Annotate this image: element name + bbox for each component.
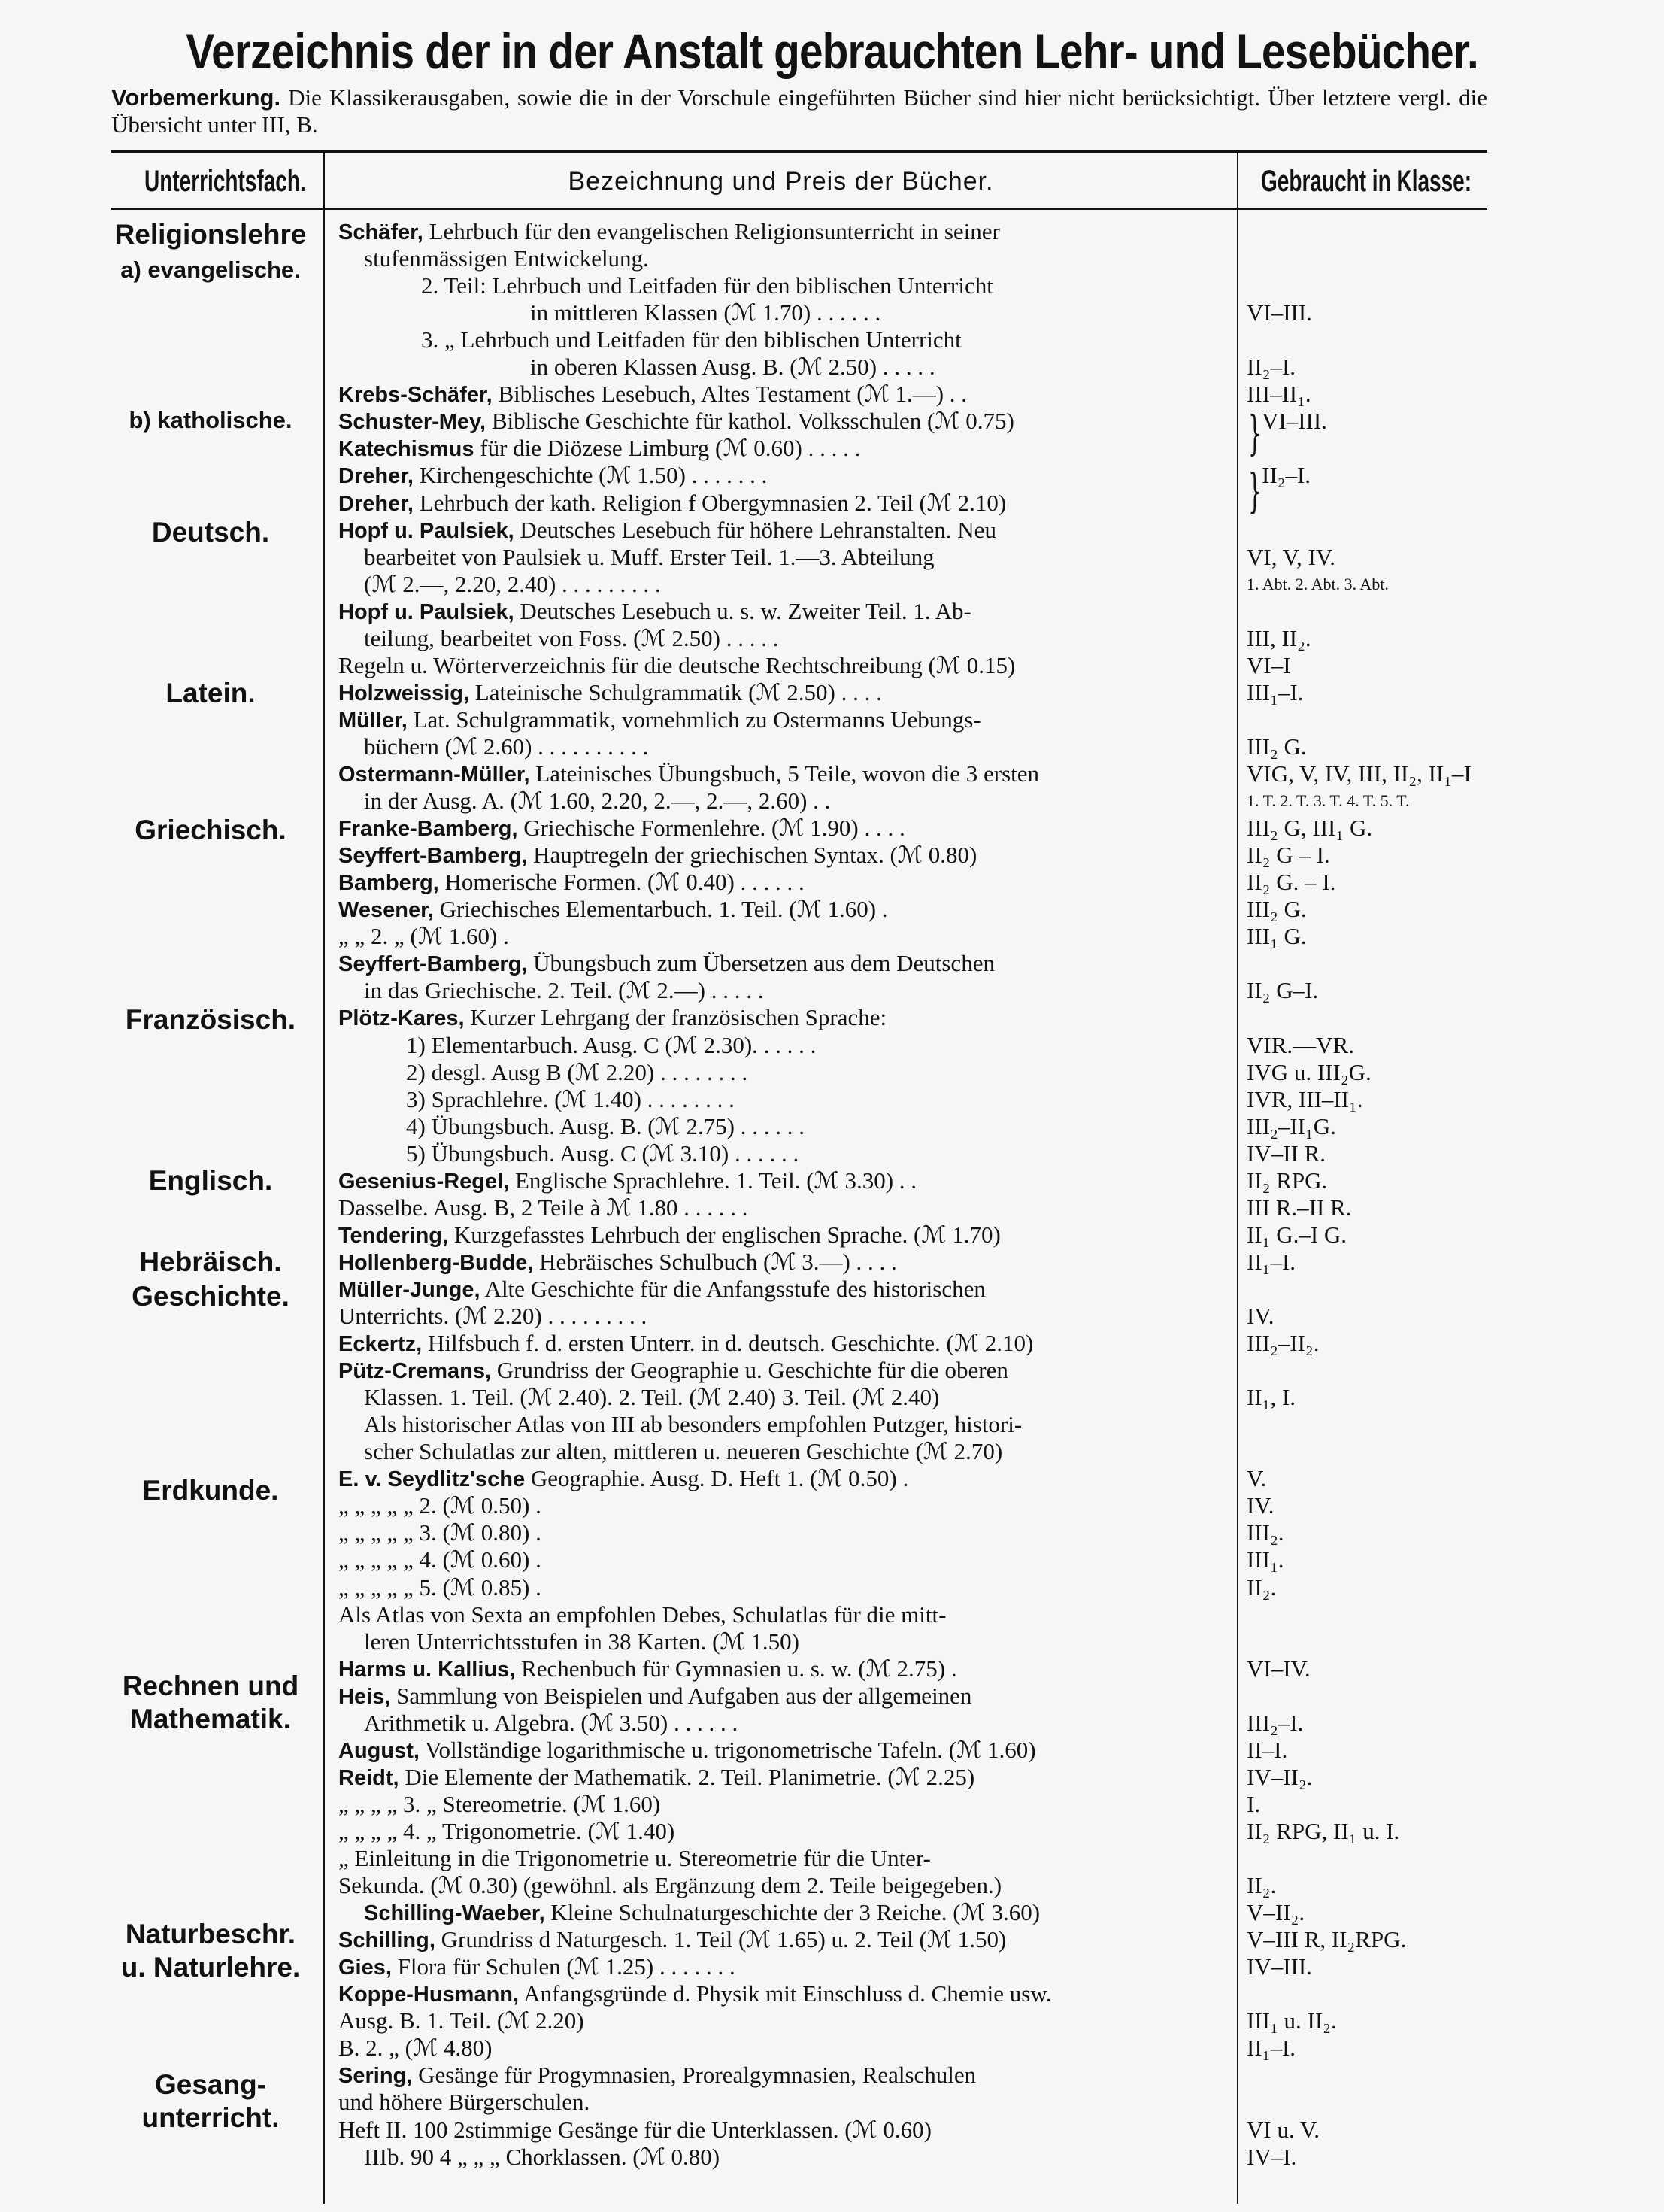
book-row [338, 1167, 1218, 1194]
book-description: und höhere Bürgerschulen. [338, 2089, 590, 2115]
book-description: scher Schulatlas zur alten, mittleren u. neueren Geschichte (ℳ 2.70) [364, 1438, 1003, 1464]
book-row [338, 1113, 1286, 1140]
book-row [338, 1872, 1218, 1899]
book-row [338, 490, 1218, 517]
subject-geography: Erdkunde. [142, 1475, 279, 1506]
book-description: in mittleren Klassen (ℳ 1.70) . . . . . . [530, 299, 881, 326]
book-description: bearbeitet von Paulsiek u. Muff. Erster Teil. 1.—3. Abteilung [364, 544, 935, 570]
book-author: E. v. Seydlitz'sche [338, 1467, 526, 1491]
book-row [338, 896, 1218, 923]
book-row [338, 326, 1301, 353]
book-description: Grundriss der Geographie u. Geschichte für die oberen [491, 1357, 1008, 1383]
book-author: Pütz-Cremans, [338, 1359, 492, 1383]
book-description: Ausg. B. 1. Teil. (ℳ 2.20) [338, 2007, 584, 2034]
book-author: August, [338, 1739, 420, 1763]
book-classes: II₂ RPG, II₁ u. I. [1247, 1818, 1400, 1844]
book-author: Reidt, [338, 1766, 399, 1790]
book-description: 4) Übungsbuch. Ausg. B. (ℳ 2.75) . . . . . . [406, 1113, 805, 1139]
book-classes: IV–II₂. [1247, 1764, 1313, 1790]
book-description: Die Elemente der Mathematik. 2. Teil. Planimetrie. (ℳ 2.25) [399, 1764, 975, 1790]
book-author: Ostermann-Müller, [338, 763, 530, 787]
table-top-rule [111, 150, 1487, 153]
book-row [338, 1980, 1218, 2007]
book-row [338, 1221, 1218, 1249]
book-description: Unterrichts. (ℳ 2.20) . . . . . . . . . [338, 1303, 647, 1329]
book-classes: II₂–I. [1262, 462, 1311, 488]
book-description: Übungsbuch zum Übersetzen aus dem Deutschen [527, 950, 995, 976]
book-description: in oberen Klassen Ausg. B. (ℳ 2.50) . . . . . [530, 353, 935, 380]
book-author: Franke-Bamberg, [338, 817, 518, 841]
book-row [338, 1249, 1218, 1276]
book-description: 2) desgl. Ausg B (ℳ 2.20) . . . . . . . . [406, 1059, 748, 1085]
book-classes: III, II₂. [1247, 625, 1311, 651]
book-author: Gies, [338, 1956, 392, 1980]
book-row [338, 1303, 1218, 1330]
book-classes: III₂–I. [1247, 1710, 1304, 1736]
book-row [338, 923, 1218, 950]
book-description: „ „ 2. „ (ℳ 1.60) . [338, 923, 509, 949]
preliminary-label: Vorbemerkung. [111, 84, 281, 111]
book-description: 3) Sprachlehre. (ℳ 1.40) . . . . . . . . [406, 1086, 735, 1112]
book-row [338, 1601, 1218, 1628]
book-row [338, 2062, 1218, 2089]
book-row [338, 1710, 1244, 1737]
book-classes: II₂ G–I. [1247, 977, 1319, 1003]
book-author: Schilling-Waeber, [364, 1901, 545, 1925]
book-author: Schuster-Mey, [338, 410, 486, 434]
book-author: Hollenberg-Budde, [338, 1251, 534, 1275]
book-classes: II₁, I. [1247, 1384, 1296, 1410]
book-classes: II₂ G. – I. [1247, 869, 1336, 895]
book-description: Lateinische Schulgrammatik (ℳ 2.50) . . . . [469, 679, 882, 705]
book-classes: III₂ G, III₁ G. [1247, 815, 1373, 841]
book-description: Englische Sprachlehre. 1. Teil. (ℳ 3.30) . . [509, 1167, 917, 1194]
book-description: Kurzgefasstes Lehrbuch der englischen Sprache. (ℳ 1.70) [448, 1221, 1001, 1248]
book-classes: IV–I. [1247, 2144, 1297, 2170]
book-author: Tendering, [338, 1224, 449, 1248]
book-row [338, 571, 1244, 598]
book-author: Sering, [338, 2064, 413, 2088]
subject-mathematics: Rechnen und Mathematik. [122, 1670, 299, 1734]
book-classes: VI–I [1247, 652, 1291, 678]
book-classes: II₁ G.–I G. [1247, 1221, 1347, 1248]
book-classes: V–III R, II₂RPG. [1247, 1926, 1407, 1953]
book-description: teilung, bearbeitet von Foss. (ℳ 2.50) . . . . . [364, 625, 779, 651]
book-classes: I. [1247, 1791, 1261, 1817]
subject-french: Französisch. [125, 1004, 296, 1035]
book-row [338, 652, 1218, 679]
book-row [338, 1953, 1218, 1980]
book-row [338, 1655, 1218, 1683]
book-row [338, 2144, 1244, 2171]
book-author: Seyffert-Bamberg, [338, 952, 528, 976]
book-author: Hopf u. Paulsiek, [338, 600, 514, 624]
book-description: „ „ „ „ 3. „ Stereometrie. (ℳ 1.60) [338, 1791, 661, 1817]
book-description: Kurzer Lehrgang der französischen Sprache: [464, 1004, 887, 1030]
book-row [338, 272, 1301, 299]
book-classes: III₁–I. [1247, 679, 1304, 705]
book-row [338, 408, 1218, 435]
book-row [338, 1086, 1286, 1113]
book-description: „ „ „ „ „ 3. (ℳ 0.80) . [338, 1519, 541, 1546]
book-classes: II₁–I. [1247, 2034, 1296, 2061]
book-row [338, 1411, 1244, 1438]
book-row [338, 1194, 1218, 1221]
subject-hebrew: Hebräisch. [139, 1246, 282, 1277]
book-description: Kleine Schulnaturgeschichte der 3 Reiche. (ℳ 3.60) [544, 1899, 1041, 1925]
book-row [338, 1818, 1218, 1845]
book-classes: III₂ G. [1247, 733, 1307, 760]
book-classes: II₁–I. [1247, 1249, 1296, 1275]
subject-natural-science: Naturbeschr. u. Naturlehre. [120, 1919, 301, 1983]
book-classes: II₂ RPG. [1247, 1167, 1328, 1194]
book-row [338, 1926, 1218, 1953]
book-row [338, 1059, 1286, 1086]
book-description: „ „ „ „ „ 4. (ℳ 0.60) . [338, 1546, 541, 1573]
book-description: Grundriss d Naturgesch. 1. Teil (ℳ 1.65) u. 2. Teil (ℳ 1.50) [435, 1926, 1007, 1953]
book-description: in das Griechische. 2. Teil. (ℳ 2.—) . . . . . [364, 977, 764, 1003]
book-classes: III₂ G. [1247, 896, 1307, 922]
book-description: Hilfsbuch f. d. ersten Unterr. in d. deutsch. Geschichte. (ℳ 2.10) [422, 1330, 1034, 1356]
column-divider-2 [1237, 150, 1238, 2204]
book-description: IIIb. 90 4 „ „ „ Chorklassen. (ℳ 0.80) [364, 2144, 720, 2170]
book-row [338, 2034, 1218, 2062]
book-row [338, 977, 1244, 1004]
book-row [338, 1465, 1218, 1492]
book-description: Biblisches Lesebuch, Altes Testament (ℳ 1.—) . . [492, 381, 968, 407]
book-row [338, 1032, 1286, 1059]
header-bottom-rule [111, 208, 1487, 210]
book-description: 3. „ Lehrbuch und Leitfaden für den biblischen Unterricht [421, 326, 962, 353]
subject-greek: Griechisch. [135, 815, 286, 845]
book-author: Wesener, [338, 898, 434, 922]
book-classes: III₂–II₁G. [1247, 1113, 1336, 1139]
book-description: Biblische Geschichte für kathol. Volksschulen (ℳ 0.75) [486, 408, 1014, 434]
book-description: „ „ „ „ 4. „ Trigonometrie. (ℳ 1.40) [338, 1818, 675, 1844]
book-row [338, 950, 1218, 977]
book-classes: III R.–II R. [1247, 1194, 1352, 1221]
book-author: Gesenius-Regel, [338, 1170, 510, 1194]
book-description: Griechische Formenlehre. (ℳ 1.90) . . . . [517, 815, 905, 841]
book-row [338, 1276, 1218, 1303]
book-classes: II–I. [1247, 1737, 1288, 1763]
book-classes: VIR.—VR. [1247, 1032, 1354, 1058]
book-row [338, 1737, 1218, 1764]
book-author: Harms u. Kallius, [338, 1658, 516, 1682]
book-classes: 1. Abt. 2. Abt. 3. Abt. [1247, 575, 1389, 593]
book-row [338, 218, 1218, 245]
book-row [338, 869, 1218, 896]
book-author: Schilling, [338, 1928, 435, 1953]
book-description: 1) Elementarbuch. Ausg. C (ℳ 2.30). . . . . . [406, 1032, 817, 1058]
book-row [338, 842, 1218, 869]
book-row [338, 1519, 1218, 1546]
book-author: Schäfer, [338, 220, 423, 244]
book-author: Hopf u. Paulsiek, [338, 519, 514, 543]
subject-religion-catholic: b) katholische. [129, 407, 292, 433]
book-row [338, 1845, 1218, 1872]
book-row [338, 1764, 1218, 1791]
book-row [338, 1899, 1244, 1926]
preliminary-text: Die Klassikerausgaben, sowie die in der Vorschule eingeführten Bücher sind hier nicht berücksichtigt. Über letztere vergl. die Übersicht unter III, B. [111, 84, 1487, 138]
book-classes: III–II₁. [1247, 381, 1311, 407]
book-row [338, 1357, 1218, 1384]
book-description: Heft II. 100 2stimmige Gesänge für die Unterklassen. (ℳ 0.60) [338, 2116, 932, 2143]
book-classes: V. [1247, 1465, 1267, 1491]
book-description: Vollständige logarithmische u. trigonometrische Tafeln. (ℳ 1.60) [419, 1737, 1036, 1763]
page-title: Verzeichnis der in der Anstalt gebrauchten Lehr- und Lesebücher. [186, 23, 1478, 79]
preliminary-note [111, 84, 1487, 138]
book-classes: IV–II R. [1247, 1140, 1326, 1167]
book-author: Seyffert-Bamberg, [338, 844, 528, 868]
book-row [338, 2116, 1218, 2144]
book-description: Kirchengeschichte (ℳ 1.50) . . . . . . . [413, 462, 768, 488]
book-row [338, 1384, 1244, 1411]
book-classes: 1. T. 2. T. 3. T. 4. T. 5. T. [1247, 791, 1410, 810]
book-row [338, 2007, 1218, 2034]
book-row [338, 679, 1218, 706]
book-description: Hebräisches Schulbuch (ℳ 3.—) . . . . [533, 1249, 897, 1275]
book-description: Sammlung von Beispielen und Aufgaben aus der allgemeinen [390, 1683, 972, 1709]
book-classes: V–II₂. [1247, 1899, 1305, 1925]
book-row [338, 1492, 1218, 1519]
book-row [338, 1628, 1244, 1655]
book-description: Anfangsgründe d. Physik mit Einschluss d. Chemie usw. [519, 1980, 1052, 2007]
book-author: Bamberg, [338, 871, 439, 895]
book-description: in der Ausg. A. (ℳ 1.60, 2.20, 2.—, 2.—, 2.60) . . [364, 787, 831, 814]
book-row [338, 381, 1218, 408]
book-author: Krebs-Schäfer, [338, 383, 493, 407]
book-classes: IV–III. [1247, 1953, 1312, 1980]
subject-latin: Latein. [165, 678, 256, 709]
book-description: „ „ „ „ „ 5. (ℳ 0.85) . [338, 1574, 541, 1601]
book-classes: IV. [1247, 1492, 1275, 1519]
book-description: Geographie. Ausg. D. Heft 1. (ℳ 0.50) . [525, 1465, 909, 1491]
book-row [338, 544, 1244, 571]
book-row [338, 733, 1244, 760]
book-description: Deutsches Lesebuch u. s. w. Zweiter Teil. 1. Ab- [514, 598, 971, 624]
book-classes: VI–IV. [1247, 1655, 1311, 1682]
book-description: Als historischer Atlas von III ab besonders empfohlen Putzger, histori- [364, 1411, 1023, 1437]
book-description: für die Diözese Limburg (ℳ 0.60) . . . . . [474, 435, 861, 461]
book-row [338, 462, 1218, 489]
book-row [338, 760, 1218, 787]
book-row [338, 1574, 1218, 1601]
book-classes: II₂. [1247, 1574, 1277, 1601]
book-description: 2. Teil: Lehrbuch und Leitfaden für den biblischen Unterricht [421, 272, 993, 299]
book-description: büchern (ℳ 2.60) . . . . . . . . . . [364, 733, 649, 760]
book-row [338, 245, 1244, 272]
book-classes: II₂ G – I. [1247, 842, 1330, 868]
book-row [338, 1683, 1218, 1710]
book-author: Eckertz, [338, 1332, 423, 1356]
book-row [338, 517, 1218, 544]
book-classes: III₂–II₂. [1247, 1330, 1320, 1356]
book-row [338, 2089, 1218, 2116]
book-row [338, 1330, 1218, 1357]
book-row [338, 787, 1244, 815]
book-classes: III₁ G. [1247, 923, 1307, 949]
book-description: B. 2. „ (ℳ 4.80) [338, 2034, 493, 2061]
book-row [338, 815, 1218, 842]
book-classes: III₁ u. II₂. [1247, 2007, 1337, 2034]
book-description: Alte Geschichte für die Anfangsstufe des historischen [480, 1276, 986, 1302]
book-classes: VI, V, IV. [1247, 544, 1336, 570]
subject-english: Englisch. [148, 1165, 273, 1196]
brace-catholic-2: } [1248, 463, 1262, 518]
book-description: stufenmässigen Entwickelung. [364, 245, 649, 272]
book-classes: IVG u. III₂G. [1247, 1059, 1372, 1085]
subject-german: Deutsch. [151, 517, 270, 548]
header-books: Bezeichnung und Preis der Bücher. [568, 167, 994, 196]
book-description: Lateinisches Übungsbuch, 5 Teile, wovon die 3 ersten [529, 760, 1040, 787]
book-description: Als Atlas von Sexta an empfohlen Debes, Schulatlas für die mitt- [338, 1601, 947, 1628]
book-description: leren Unterrichtsstufen in 38 Karten. (ℳ 1.50) [364, 1628, 799, 1655]
subject-singing: Gesang- unterricht. [141, 2069, 280, 2133]
book-description: Gesänge für Progymnasien, Prorealgymnasien, Realschulen [412, 2062, 977, 2088]
book-author: Koppe-Husmann, [338, 1983, 520, 2007]
column-divider-1 [323, 150, 325, 2204]
book-description: 5) Übungsbuch. Ausg. C (ℳ 3.10) . . . . . . [406, 1140, 799, 1167]
book-row [338, 1004, 1218, 1031]
book-description: Regeln u. Wörterverzeichnis für die deutsche Rechtschreibung (ℳ 0.15) [338, 652, 1016, 678]
book-description: „ „ „ „ „ 2. (ℳ 0.50) . [338, 1492, 541, 1519]
book-author: Plötz-Kares, [338, 1006, 465, 1030]
book-row [338, 435, 1218, 462]
brace-catholic-1: } [1248, 405, 1262, 460]
book-classes: II₂. [1247, 1872, 1277, 1898]
subject-religion-evangelical: a) evangelische. [120, 256, 301, 283]
book-description: Lehrbuch für den evangelischen Religionsunterricht in seiner [423, 218, 1000, 244]
book-classes: VI u. V. [1247, 2116, 1320, 2143]
book-classes: IVR, III–II₁. [1247, 1086, 1363, 1112]
book-classes: II₂–I. [1247, 353, 1296, 380]
book-author: Dreher, [338, 464, 414, 488]
book-classes: VI–III. [1247, 299, 1312, 326]
book-author: Dreher, [338, 492, 414, 516]
book-row [338, 1438, 1244, 1465]
subject-history: Geschichte. [132, 1281, 289, 1312]
book-description: Deutsches Lesebuch für höhere Lehranstalten. Neu [514, 517, 996, 543]
header-classes: Gebraucht in Klasse: [1261, 165, 1472, 198]
book-description: Dasselbe. Ausg. B, 2 Teile à ℳ 1.80 . . . . . . [338, 1194, 748, 1221]
book-description: Homerische Formen. (ℳ 0.40) . . . . . . [438, 869, 805, 895]
book-author: Müller, [338, 709, 408, 733]
book-row [338, 706, 1218, 733]
book-description: „ Einleitung in die Trigonometrie u. Stereometrie für die Unter- [338, 1845, 931, 1871]
book-row [338, 625, 1244, 652]
book-row [338, 1791, 1218, 1818]
book-description: Flora für Schulen (ℳ 1.25) . . . . . . . [391, 1953, 735, 1980]
book-description: Lat. Schulgrammatik, vornehmlich zu Ostermanns Uebungs- [407, 706, 981, 733]
book-classes: IV. [1247, 1303, 1275, 1329]
book-classes: III₁. [1247, 1546, 1284, 1573]
book-classes: VIG, V, IV, III, II₂, II₁–I [1247, 760, 1472, 787]
book-description: Griechisches Elementarbuch. 1. Teil. (ℳ 1.60) . [433, 896, 888, 922]
book-author: Heis, [338, 1685, 391, 1709]
book-description: (ℳ 2.—, 2.20, 2.40) . . . . . . . . . [364, 571, 661, 597]
book-description: Hauptregeln der griechischen Syntax. (ℳ 0.80) [527, 842, 977, 868]
book-row [338, 1546, 1218, 1573]
book-classes: VI–III. [1262, 408, 1327, 434]
book-description: Klassen. 1. Teil. (ℳ 2.40). 2. Teil. (ℳ 2.40) 3. Teil. (ℳ 2.40) [364, 1384, 940, 1410]
book-row [338, 1140, 1286, 1167]
book-description: Rechenbuch für Gymnasien u. s. w. (ℳ 2.75) . [515, 1655, 957, 1682]
book-classes: III₂. [1247, 1519, 1284, 1546]
book-row [338, 598, 1218, 625]
book-author: Holzweissig, [338, 681, 470, 705]
book-author: Müller-Junge, [338, 1278, 480, 1302]
subject-religion: Religionslehre [114, 219, 307, 250]
book-description: Arithmetik u. Algebra. (ℳ 3.50) . . . . . . [364, 1710, 738, 1736]
book-description: Lehrbuch der kath. Religion f Obergymnasien 2. Teil (ℳ 2.10) [413, 490, 1007, 516]
book-description: Sekunda. (ℳ 0.30) (gewöhnl. als Ergänzung dem 2. Teile beigegeben.) [338, 1872, 1002, 1898]
book-author: Katechismus [338, 437, 474, 461]
header-subject: Unterrichtsfach. [144, 165, 306, 198]
